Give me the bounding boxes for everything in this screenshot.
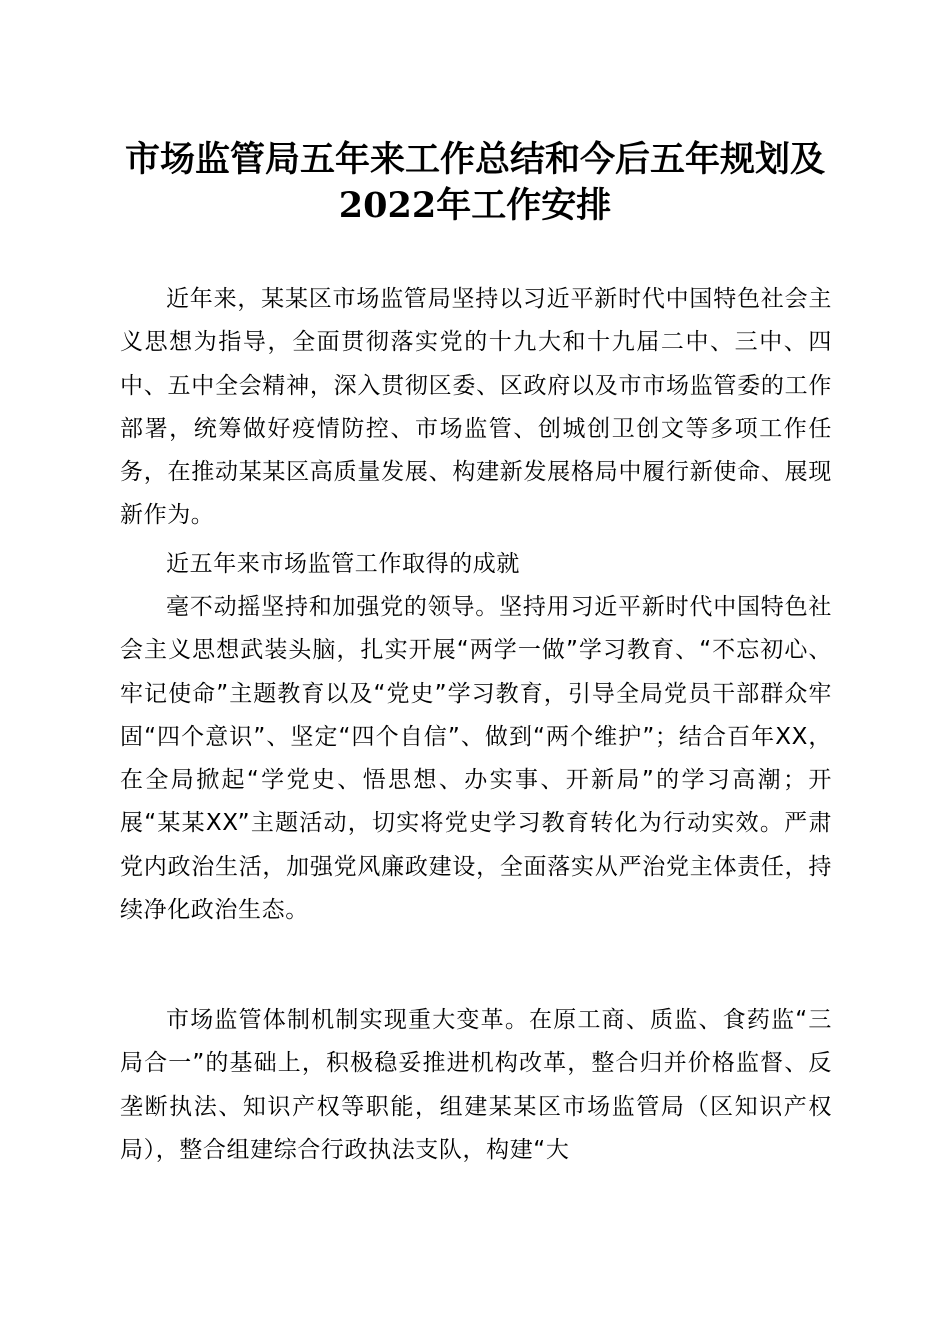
party-leadership-paragraph: 毫不动摇坚持和加强党的领导。坚持用习近平新时代中国特色社会主义思想武装头脑，扎实开展“两学一做”学习教育、“不忘初心、牢记使命”主题教育以及“党史”学习教育，引导全局党员干部群众牢固“四个意识”、坚定“四个自信”、做到“两个维护”；结合百年XX，在全局掀起“学党史、悟思想、办实事、开新局”的学习高潮；开展“某某XX”主题活动，切实将党史学习教育转化为行动实效。严肃党内政治生活，加强党风廉政建设，全面落实从严治党主体责任，持续净化政治生态。	[120, 594, 832, 924]
document-title-line-2: 2022年工作安排	[338, 185, 612, 226]
section-heading-achievements: 近五年来市场监管工作取得的成就	[166, 551, 520, 577]
intro-paragraph: 近年来，某某区市场监管局坚持以习近平新时代中国特色社会主义思想为指导，全面贯彻落实党的十九大和十九届二中、三中、四中、五中全会精神，深入贯彻区委、区政府以及市市场监管委的工作部署，统筹做好疫情防控、市场监管、创城创卫创文等多项工作任务，在推动某某区高质量发展、构建新发展格局中履行新使命、展现新作为。	[120, 286, 832, 529]
system-reform-paragraph: 市场监管体制机制实现重大变革。在原工商、质监、食药监“三局合一”的基础上，积极稳妥推进机构改革，整合归并价格监督、反垄断执法、知识产权等职能，组建某某区市场监管局（区知识产权局），整合组建综合行政执法支队，构建“大	[120, 1007, 832, 1163]
document-title-line-1: 市场监管局五年来工作总结和今后五年规划及	[124, 139, 825, 180]
